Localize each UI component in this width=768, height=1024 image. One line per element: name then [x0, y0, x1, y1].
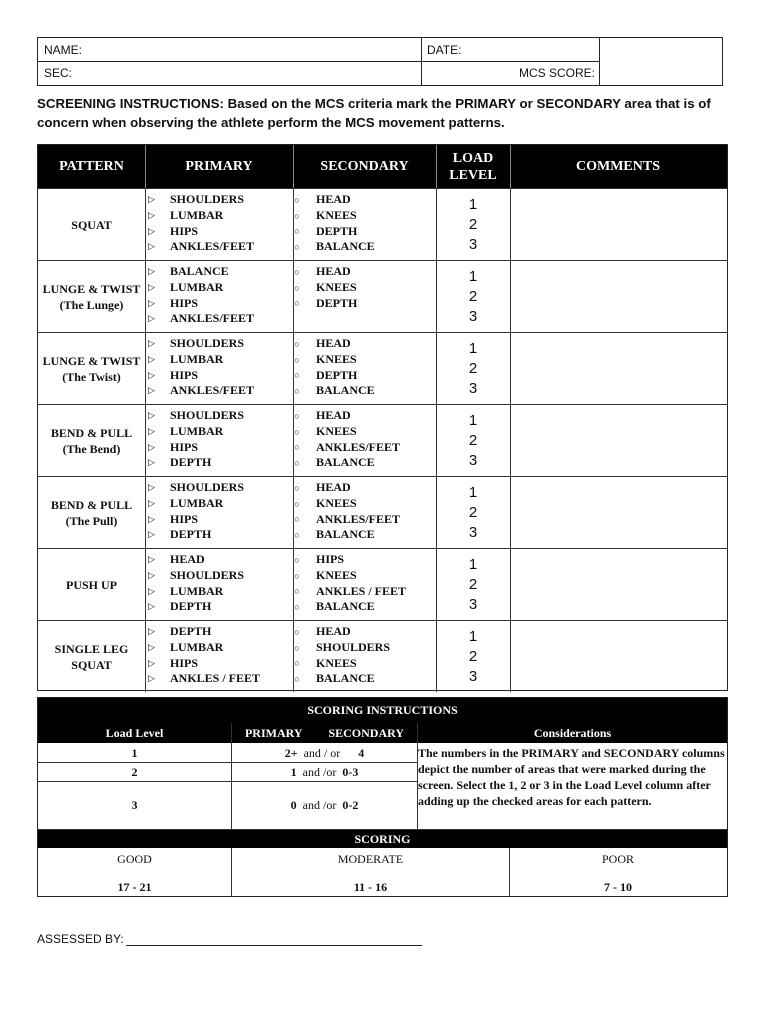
- circle-checkbox-icon[interactable]: ○: [294, 586, 300, 597]
- circle-checkbox-icon[interactable]: ○: [294, 442, 300, 453]
- checkbox-icon[interactable]: ▷: [148, 673, 155, 684]
- option-label: BALANCE: [316, 383, 375, 398]
- considerations-text: The numbers in the PRIMARY and SECONDARY columns depict the number of areas that were marked during the screen. Select the 1, 2 or 3 in the Load Level column after adding up the checked areas for each pattern.: [418, 746, 725, 808]
- checkbox-icon[interactable]: ▷: [148, 441, 155, 452]
- load-level-option[interactable]: 1: [468, 340, 478, 357]
- secondary-option[interactable]: [286, 336, 375, 352]
- option-label: HEAD: [316, 336, 351, 351]
- primary-option[interactable]: [148, 655, 260, 671]
- primary-list: [148, 408, 244, 471]
- secondary-option[interactable]: [286, 640, 390, 656]
- circle-checkbox-icon[interactable]: ○: [294, 410, 300, 421]
- instructions-heading: SCREENING INSTRUCTIONS:: [37, 96, 224, 111]
- checkbox-icon[interactable]: ▷: [148, 426, 155, 437]
- pattern-line: (The Bend): [62, 441, 121, 456]
- primary-option[interactable]: [148, 336, 254, 352]
- option-label: HEAD: [316, 480, 351, 495]
- circle-checkbox-icon[interactable]: ○: [294, 514, 300, 525]
- circle-checkbox-icon[interactable]: ○: [294, 673, 300, 684]
- circle-checkbox-icon[interactable]: ○: [294, 338, 300, 349]
- checkbox-icon[interactable]: ▷: [148, 529, 155, 540]
- circle-checkbox-icon[interactable]: ○: [294, 298, 300, 309]
- load-level-option[interactable]: 1: [468, 196, 478, 213]
- pattern-line: SINGLE LEG: [54, 641, 129, 656]
- secondary-option[interactable]: [286, 295, 357, 311]
- comments-cell[interactable]: [511, 261, 727, 332]
- pattern-line: BEND & PULL: [50, 497, 133, 512]
- option-label: KNEES: [316, 352, 357, 367]
- load-level-option[interactable]: 3: [468, 668, 478, 685]
- option-label: SHOULDERS: [170, 568, 245, 583]
- load-level-option[interactable]: 3: [468, 308, 478, 325]
- option-label: SHOULDERS: [170, 408, 245, 423]
- option-label: BALANCE: [316, 671, 375, 686]
- checkbox-icon[interactable]: ▷: [148, 457, 155, 468]
- scoring-table: [37, 697, 728, 897]
- primary-option[interactable]: [148, 527, 244, 543]
- secondary-option[interactable]: [286, 192, 375, 208]
- primary-option[interactable]: [148, 424, 244, 440]
- rule-primary: 2+: [284, 745, 298, 760]
- pattern-name: [38, 333, 145, 404]
- assessed-by-line[interactable]: [126, 934, 422, 946]
- name-label: NAME:: [44, 42, 83, 57]
- checkbox-icon[interactable]: ▷: [148, 282, 155, 293]
- checkbox-icon[interactable]: ▷: [148, 642, 155, 653]
- circle-checkbox-icon[interactable]: ○: [294, 601, 300, 612]
- option-label: ANKLES/FEET: [170, 311, 255, 326]
- load-level-option[interactable]: 1: [468, 628, 478, 645]
- rule-primary: 0: [290, 798, 297, 812]
- secondary-option[interactable]: [286, 568, 406, 584]
- score-moderate-range: 11 - 16: [353, 879, 388, 894]
- col-primary: PRIMARY: [185, 159, 253, 174]
- secondary-option[interactable]: [286, 424, 400, 440]
- secondary-option[interactable]: [286, 239, 375, 255]
- load-level-options: [436, 267, 510, 327]
- checkbox-icon[interactable]: ▷: [148, 410, 155, 421]
- load-rule-1: [232, 744, 417, 762]
- option-label: DEPTH: [316, 223, 358, 238]
- option-label: LUMBAR: [170, 352, 224, 367]
- pattern-line: SQUAT: [71, 657, 112, 672]
- option-label: SHOULDERS: [170, 192, 245, 207]
- primary-option[interactable]: [148, 223, 254, 239]
- secondary-list: [286, 336, 375, 399]
- checkbox-icon[interactable]: ▷: [148, 657, 155, 668]
- table-header: [38, 145, 727, 188]
- option-label: DEPTH: [170, 527, 212, 542]
- secondary-option[interactable]: [286, 439, 400, 455]
- pattern-name: [38, 189, 145, 260]
- load-level-option[interactable]: 3: [468, 236, 478, 253]
- option-label: HIPS: [170, 655, 199, 670]
- option-label: ANKLES / FEET: [170, 671, 261, 686]
- option-label: DEPTH: [170, 599, 212, 614]
- checkbox-icon[interactable]: ▷: [148, 313, 155, 324]
- pattern-name: [38, 405, 145, 476]
- col-secondary: SECONDARY: [320, 159, 409, 174]
- option-label: LUMBAR: [170, 208, 224, 223]
- secondary-option[interactable]: [286, 583, 406, 599]
- score-good-range: 17 - 21: [117, 879, 152, 894]
- pattern-line: LUNGE & TWIST: [42, 281, 141, 296]
- comments-cell[interactable]: [511, 477, 727, 548]
- col-considerations-header: Considerations: [418, 723, 727, 743]
- secondary-list: [286, 552, 406, 615]
- athlete-info-box: [37, 37, 723, 86]
- option-label: KNEES: [316, 208, 357, 223]
- option-label: ANKLES/FEET: [170, 239, 255, 254]
- circle-checkbox-icon[interactable]: ○: [294, 210, 300, 221]
- load-level-options: [436, 339, 510, 399]
- checkbox-icon[interactable]: ▷: [148, 354, 155, 365]
- option-label: SHOULDERS: [170, 480, 245, 495]
- primary-option[interactable]: [148, 568, 244, 584]
- primary-option[interactable]: [148, 239, 254, 255]
- score-poor-label: POOR: [601, 851, 634, 866]
- checkbox-icon[interactable]: ▷: [148, 498, 155, 509]
- checkbox-icon[interactable]: ▷: [148, 585, 155, 596]
- circle-checkbox-icon[interactable]: ○: [294, 554, 300, 565]
- checkbox-icon[interactable]: ▷: [148, 338, 155, 349]
- option-label: BALANCE: [316, 239, 375, 254]
- load-level-option[interactable]: 1: [468, 268, 478, 285]
- rule-secondary: 0-3: [342, 764, 359, 779]
- load-level-option[interactable]: 2: [468, 648, 478, 665]
- checkbox-icon[interactable]: ▷: [148, 369, 155, 380]
- table-row: [38, 476, 727, 548]
- secondary-option[interactable]: [286, 599, 406, 615]
- checkbox-icon[interactable]: ▷: [148, 385, 155, 396]
- rule-join: and /or: [302, 798, 337, 812]
- load-rule-2: [232, 763, 417, 781]
- circle-checkbox-icon[interactable]: ○: [294, 370, 300, 381]
- option-label: BALANCE: [316, 455, 375, 470]
- primary-option[interactable]: [148, 408, 244, 424]
- pattern-line: (The Twist): [62, 369, 121, 384]
- pattern-line: BEND & PULL: [50, 425, 133, 440]
- primary-option[interactable]: [148, 311, 254, 327]
- option-label: HEAD: [170, 552, 205, 567]
- secondary-option[interactable]: [286, 408, 400, 424]
- secondary-option[interactable]: [286, 511, 400, 527]
- primary-list: [148, 480, 244, 543]
- primary-option[interactable]: [148, 439, 244, 455]
- primary-list: [148, 336, 254, 399]
- circle-checkbox-icon[interactable]: ○: [294, 385, 300, 396]
- primary-list: [148, 264, 254, 327]
- primary-option[interactable]: [148, 671, 260, 687]
- checkbox-icon[interactable]: ▷: [148, 601, 155, 612]
- primary-option[interactable]: [148, 552, 244, 568]
- primary-option[interactable]: [148, 599, 244, 615]
- circle-checkbox-icon[interactable]: ○: [294, 658, 300, 669]
- circle-checkbox-icon[interactable]: ○: [294, 241, 300, 252]
- rule-secondary: 4: [358, 745, 365, 760]
- load-level-option[interactable]: 2: [468, 432, 478, 449]
- primary-option[interactable]: [148, 511, 244, 527]
- option-label: ANKLES/FEET: [170, 383, 255, 398]
- option-label: HIPS: [170, 439, 199, 454]
- circle-checkbox-icon[interactable]: ○: [294, 266, 300, 277]
- secondary-option[interactable]: [286, 455, 400, 471]
- secondary-option[interactable]: [286, 496, 400, 512]
- col-comments: COMMENTS: [576, 159, 660, 174]
- option-label: HIPS: [316, 552, 345, 567]
- circle-checkbox-icon[interactable]: ○: [294, 194, 300, 205]
- table-row: [38, 404, 727, 476]
- checkbox-icon[interactable]: ▷: [148, 513, 155, 524]
- col-secondary-header: SECONDARY: [328, 725, 405, 740]
- primary-option[interactable]: [148, 583, 244, 599]
- pattern-name: [38, 621, 145, 692]
- option-label: HEAD: [316, 624, 351, 639]
- load-level-options: [436, 195, 510, 255]
- scoring-instructions-title: SCORING INSTRUCTIONS: [38, 698, 727, 723]
- option-label: DEPTH: [316, 295, 358, 310]
- secondary-option[interactable]: [286, 208, 375, 224]
- option-label: KNEES: [316, 424, 357, 439]
- checkbox-icon[interactable]: ▷: [148, 554, 155, 565]
- date-label: DATE:: [427, 42, 462, 57]
- option-label: HIPS: [170, 295, 199, 310]
- primary-option[interactable]: [148, 480, 244, 496]
- primary-option[interactable]: [148, 208, 254, 224]
- circle-checkbox-icon[interactable]: ○: [294, 642, 300, 653]
- date-field[interactable]: [421, 38, 599, 61]
- col-load-level: [436, 145, 510, 188]
- option-label: HEAD: [316, 264, 351, 279]
- option-label: ANKLES/FEET: [316, 511, 401, 526]
- option-label: LUMBAR: [170, 424, 224, 439]
- option-label: BALANCE: [170, 264, 229, 279]
- load-level-option[interactable]: 2: [468, 216, 478, 233]
- option-label: DEPTH: [170, 624, 212, 639]
- load-level-option[interactable]: 1: [468, 412, 478, 429]
- secondary-option[interactable]: [286, 527, 400, 543]
- table-row: [38, 548, 727, 620]
- secondary-list: [286, 624, 390, 687]
- assessed-by-label: ASSESSED BY:: [37, 932, 124, 946]
- circle-checkbox-icon[interactable]: ○: [294, 529, 300, 540]
- option-label: KNEES: [316, 655, 357, 670]
- primary-option[interactable]: [148, 352, 254, 368]
- comments-cell[interactable]: [511, 405, 727, 476]
- circle-checkbox-icon[interactable]: ○: [294, 354, 300, 365]
- option-label: KNEES: [316, 496, 357, 511]
- secondary-list: [286, 480, 400, 543]
- score-moderate-label: MODERATE: [337, 851, 404, 866]
- load-level-option[interactable]: 2: [468, 504, 478, 521]
- checkbox-icon[interactable]: ▷: [148, 297, 155, 308]
- mcs-score-field[interactable]: [421, 61, 599, 85]
- secondary-list: [286, 408, 400, 471]
- option-label: ANKLES/FEET: [316, 439, 401, 454]
- screening-instructions: [37, 94, 737, 132]
- option-label: SHOULDERS: [170, 336, 245, 351]
- load-level-option[interactable]: 2: [468, 360, 478, 377]
- rule-secondary: 0-2: [342, 798, 359, 812]
- secondary-option[interactable]: [286, 383, 375, 399]
- secondary-option[interactable]: [286, 264, 357, 280]
- mcs-score-value-box[interactable]: [599, 38, 721, 84]
- pattern-name: [38, 261, 145, 332]
- option-label: SHOULDERS: [316, 640, 391, 655]
- load-level-option[interactable]: 1: [468, 484, 478, 501]
- primary-option[interactable]: [148, 367, 254, 383]
- load-level-option[interactable]: 3: [468, 452, 478, 469]
- col-load-level-header: Load Level: [38, 723, 231, 743]
- pattern-name: [38, 549, 145, 620]
- load-level-option[interactable]: 2: [468, 576, 478, 593]
- instructions-text: Based on the MCS criteria mark the PRIMARY or SECONDARY area that is of concern when observing the athlete perform the MCS movement patterns.: [37, 96, 711, 130]
- assessed-by: [37, 932, 422, 946]
- screening-table: [37, 144, 728, 691]
- primary-option[interactable]: [148, 264, 254, 280]
- sec-label: SEC:: [44, 66, 73, 80]
- load-level-options: [436, 411, 510, 471]
- primary-option[interactable]: [148, 295, 254, 311]
- option-label: HIPS: [170, 511, 199, 526]
- comments-cell[interactable]: [511, 333, 727, 404]
- table-row: [38, 620, 727, 692]
- primary-option[interactable]: [148, 640, 260, 656]
- checkbox-icon[interactable]: ▷: [148, 570, 155, 581]
- scoring-title: SCORING: [38, 830, 727, 848]
- checkbox-icon[interactable]: ▷: [148, 482, 155, 493]
- load-level-option[interactable]: 1: [468, 556, 478, 573]
- secondary-option[interactable]: [286, 671, 390, 687]
- checkbox-icon[interactable]: ▷: [148, 241, 155, 252]
- comments-cell[interactable]: [511, 189, 727, 260]
- circle-checkbox-icon[interactable]: ○: [294, 426, 300, 437]
- primary-option[interactable]: [148, 192, 254, 208]
- option-label: KNEES: [316, 568, 357, 583]
- option-label: LUMBAR: [170, 583, 224, 598]
- table-row: [38, 188, 727, 260]
- table-row: [38, 260, 727, 332]
- load-level-option[interactable]: 3: [468, 380, 478, 397]
- col-primary-header: PRIMARY: [244, 725, 303, 740]
- secondary-option[interactable]: [286, 352, 375, 368]
- secondary-option[interactable]: [286, 655, 390, 671]
- circle-checkbox-icon[interactable]: ○: [294, 498, 300, 509]
- secondary-option[interactable]: [286, 624, 390, 640]
- primary-list: [148, 192, 254, 255]
- option-label: LUMBAR: [170, 496, 224, 511]
- col-pattern: PATTERN: [59, 159, 124, 174]
- load-level-option[interactable]: 3: [468, 524, 478, 541]
- mcs-score-label: MCS SCORE:: [518, 66, 595, 80]
- checkbox-icon[interactable]: ▷: [148, 626, 155, 637]
- table-row: [38, 332, 727, 404]
- secondary-list: [286, 264, 357, 311]
- circle-checkbox-icon[interactable]: ○: [294, 482, 300, 493]
- load-level-3: 3: [131, 798, 138, 812]
- primary-option[interactable]: [148, 280, 254, 296]
- primary-option[interactable]: [148, 455, 244, 471]
- name-field[interactable]: [38, 38, 421, 61]
- secondary-option[interactable]: [286, 552, 406, 568]
- rule-join: and / or: [303, 745, 341, 760]
- comments-cell[interactable]: [511, 549, 727, 620]
- primary-list: [148, 552, 244, 615]
- secondary-list: [286, 192, 375, 255]
- pattern-line: PUSH UP: [66, 577, 117, 592]
- primary-list: [148, 624, 260, 687]
- pattern-line: (The Lunge): [59, 297, 124, 312]
- col-load-line1: LOAD: [452, 150, 494, 166]
- circle-checkbox-icon[interactable]: ○: [294, 570, 300, 581]
- option-label: BALANCE: [316, 599, 375, 614]
- secondary-option[interactable]: [286, 280, 357, 296]
- option-label: LUMBAR: [170, 640, 224, 655]
- checkbox-icon[interactable]: ▷: [148, 266, 155, 277]
- secondary-option[interactable]: [286, 480, 400, 496]
- option-label: DEPTH: [170, 455, 212, 470]
- secondary-option[interactable]: [286, 223, 375, 239]
- load-rule-3: [232, 782, 417, 829]
- load-level-options: [436, 483, 510, 543]
- option-label: LUMBAR: [170, 280, 224, 295]
- rule-join: and /or: [302, 764, 337, 779]
- option-label: HEAD: [316, 192, 351, 207]
- checkbox-icon[interactable]: ▷: [148, 194, 155, 205]
- secondary-option[interactable]: [286, 367, 375, 383]
- option-label: KNEES: [316, 280, 357, 295]
- primary-option[interactable]: [148, 624, 260, 640]
- option-label: HIPS: [170, 223, 199, 238]
- load-level-option[interactable]: 3: [468, 596, 478, 613]
- rule-primary: 1: [290, 764, 297, 779]
- circle-checkbox-icon[interactable]: ○: [294, 226, 300, 237]
- col-primary-secondary-header: [232, 723, 417, 743]
- comments-cell[interactable]: [511, 621, 727, 692]
- option-label: BALANCE: [316, 527, 375, 542]
- load-level-option[interactable]: 2: [468, 288, 478, 305]
- load-level-1: 1: [131, 745, 138, 760]
- primary-option[interactable]: [148, 496, 244, 512]
- option-label: HIPS: [170, 367, 199, 382]
- load-level-options: [436, 627, 510, 687]
- pattern-line: (The Pull): [65, 513, 118, 528]
- option-label: DEPTH: [316, 367, 358, 382]
- col-load-line2: LEVEL: [449, 167, 497, 183]
- load-level-2: 2: [131, 764, 138, 779]
- circle-checkbox-icon[interactable]: ○: [294, 626, 300, 637]
- primary-option[interactable]: [148, 383, 254, 399]
- circle-checkbox-icon[interactable]: ○: [294, 457, 300, 468]
- score-good-label: GOOD: [117, 851, 152, 866]
- circle-checkbox-icon[interactable]: ○: [294, 282, 300, 293]
- checkbox-icon[interactable]: ▷: [148, 210, 155, 221]
- load-level-options: [436, 555, 510, 615]
- sec-field[interactable]: [38, 61, 421, 85]
- checkbox-icon[interactable]: ▷: [148, 225, 155, 236]
- pattern-line: SQUAT: [71, 217, 112, 232]
- option-label: ANKLES / FEET: [316, 583, 407, 598]
- option-label: HEAD: [316, 408, 351, 423]
- pattern-line: LUNGE & TWIST: [42, 353, 141, 368]
- pattern-name: [38, 477, 145, 548]
- score-poor-range: 7 - 10: [604, 879, 632, 894]
